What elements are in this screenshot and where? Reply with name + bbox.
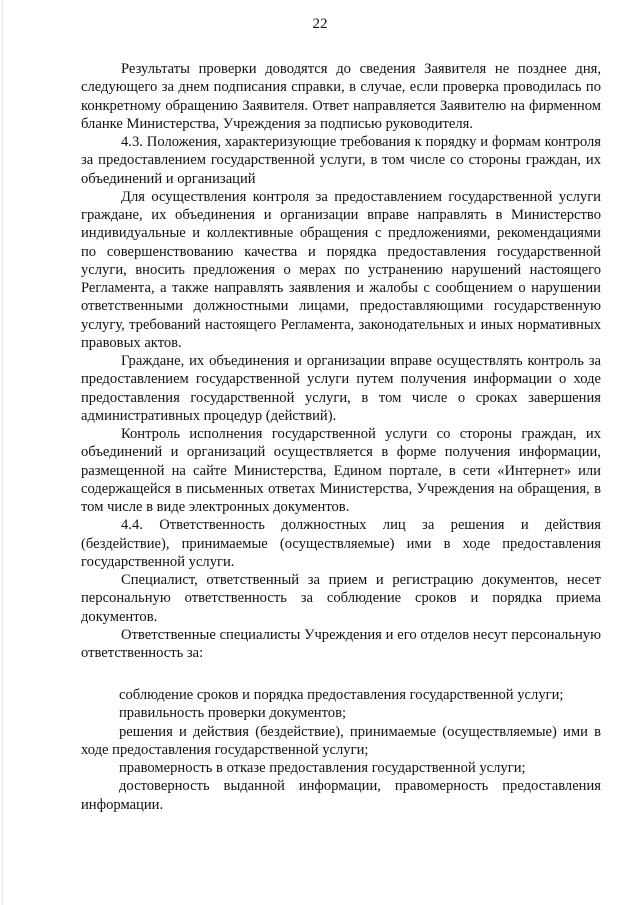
paragraph-results: Результаты проверки доводятся до сведения Заявителя не позднее дня, следующего за днем подписания справки, в случае, если проверка проводилась по конкретному обращению Заявителя. Ответ направляется Заявителю на фирменном бланке Министерства, Учреждения за подписью руководителя. <box>81 61 601 132</box>
paragraph-section-4-4-heading: 4.4. Ответственность должностных лиц за решения и действия (бездействие), принимаемые (осуществляемые) ими в ходе предоставления государственной услуги. <box>81 517 601 570</box>
paragraph-responsible-specialists: Ответственные специалисты Учреждения и его отделов несут персональную ответственность за: <box>81 626 601 661</box>
list-item: достоверность выданной информации, правомерность предоставления информации. <box>81 778 601 813</box>
paragraph-specialist-responsibility: Специалист, ответственный за прием и регистрацию документов, несет персональную ответственность за соблюдение сроков и порядка приема документов. <box>81 572 601 625</box>
document-body <box>81 60 601 662</box>
list-item: правомерность в отказе предоставления государственной услуги; <box>119 760 526 776</box>
paragraph-citizen-control: Для осуществления контроля за предоставлением государственной услуги граждане, их объединения и организации вправе направлять в Министерство индивидуальные и коллективные обращения с предложениями, рекомендациями по совершенствованию качества и порядка предоставления государственной услуги, вносить предложения о мерах по устранению нарушений настоящего Регламента, а также направлять заявления и жалобы с сообщением о нарушении ответственными должностными лицами, предоставляющими государственную услугу, требований настоящего Регламента, законодательных и иных нормативных правовых актов. <box>81 188 601 351</box>
list-item: соблюдение сроков и порядка предоставления государственной услуги; <box>119 687 564 703</box>
paragraph-control-form: Контроль исполнения государственной услуги со стороны граждан, их объединений и организаций осуществляется в форме получения информации, размещенной на сайте Министерства, Едином портале, в сети «Интернет» или содержащейся в письменных ответах Министерства, Учреждения на обращения, в том числе в виде электронных документов. <box>81 426 601 515</box>
paragraph-citizen-rights: Граждане, их объединения и организации вправе осуществлять контроль за предоставлением государственной услуги путем получения информации о ходе предоставления государственной услуги, в том числе о сроках завершения административных процедур (действий). <box>81 353 601 424</box>
paragraph-section-4-3-heading: 4.3. Положения, характеризующие требования к порядку и формам контроля за предоставлением государственной услуги, в том числе со стороны граждан, их объединений и организаций <box>81 134 601 187</box>
responsibility-list <box>81 686 601 814</box>
list-item: решения и действия (бездействие), принимаемые (осуществляемые) ими в ходе предоставления государственной услуги; <box>81 723 601 758</box>
scan-edge-line <box>2 0 3 905</box>
list-item: правильность проверки документов; <box>119 705 347 722</box>
page-number: 22 <box>312 16 328 32</box>
